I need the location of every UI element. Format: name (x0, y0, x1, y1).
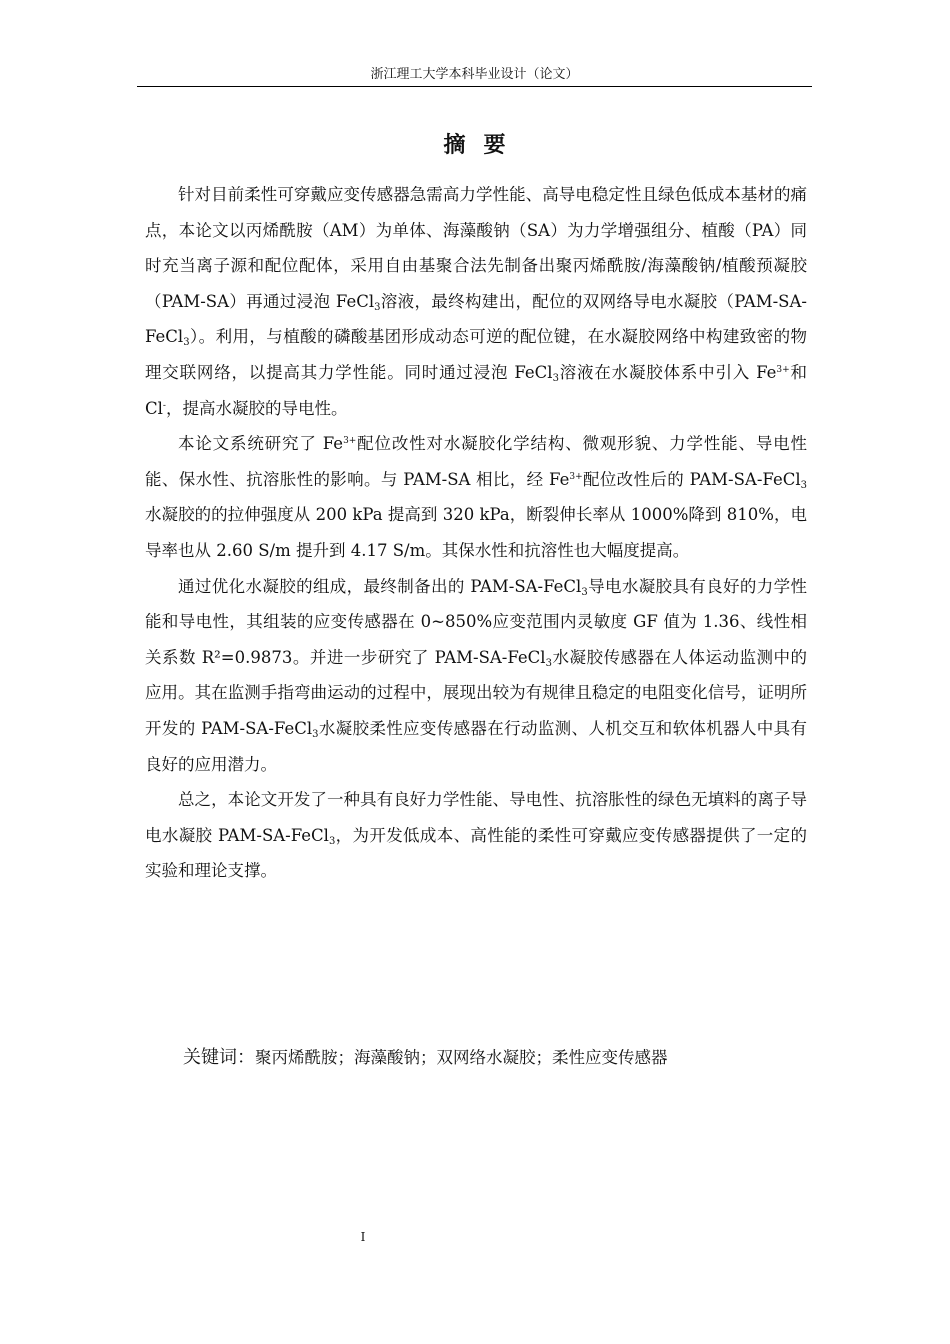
abstract-paragraph (145, 426, 807, 568)
text-run: 总之，本论文开发了一种具有良好力学性能、导电性、抗溶胀性的绿色无填料的离子导电水凝胶 PAM-SA-FeCl (145, 790, 807, 845)
text-sub: 3 (374, 301, 381, 313)
text-run: 导电水凝胶具有良好的力学性能和导电性，其组装的应变传感器在 0~850%应变范围内灵敏度 GF 值为 1.36、线性相关系数 R²=0.9873。并进一步研究了 PAM-SA-FeCl (145, 576, 807, 667)
page-number: I (360, 1230, 366, 1244)
page-header (137, 66, 812, 87)
text-sup: 3+ (776, 364, 790, 375)
text-sup: 3+ (343, 436, 357, 447)
text-run: 配位改性对水凝胶化学结构、微观形貌、力学性能、导电性能、保水性、抗溶胀性的影响。与 PAM-SA 相比，经 Fe (145, 434, 808, 489)
text-run: ，为开发低成本、高性能的柔性可穿戴应变传感器提供了一定的实验和理论支撑。 (145, 825, 807, 881)
text-run: 和 Cl (145, 362, 808, 418)
text-run: ）。利用，与植酸的磷酸基团形成动态可逆的配位键，在水凝胶网络中构建致密的物理交联网络，以提高其力学性能。同时通过浸泡 FeCl (145, 327, 807, 382)
text-sub: 3 (552, 372, 559, 384)
abstract-paragraph (145, 569, 807, 783)
text-sub: 3 (800, 479, 807, 491)
text-sub: 3 (328, 835, 336, 847)
text-sub: 3 (312, 728, 319, 740)
text-sup: 3+ (569, 471, 583, 482)
abstract-paragraph (145, 177, 807, 426)
keywords-text: 聚丙烯酰胺；海藻酸钠；双网络水凝胶；柔性应变传感器 (255, 1048, 668, 1067)
text-run: 水凝胶传感器在人体运动监测中的应用。其在监测手指弯曲运动的过程中，展现出较为有规律且稳定的电阻变化信号，证明所开发的 PAM-SA-FeCl (145, 647, 807, 738)
text-run: 配位改性后的 PAM-SA-FeCl (582, 469, 801, 489)
text-run: 通过优化水凝胶的组成，最终制备出的 PAM-SA-FeCl (178, 576, 582, 596)
text-sub: 3 (581, 586, 588, 598)
text-sup: - (162, 400, 166, 411)
text-run: 水凝胶的的拉伸强度从 200 kPa 提高到 320 kPa，断裂伸长率从 1000%降到 810%，电导率也从 2.60 S/m 提升到 4.17 S/m。其保水性和抗溶性也大幅度提高。 (145, 505, 807, 560)
text-run: 本论文系统研究了 Fe (178, 434, 344, 454)
text-sub: 3 (183, 337, 190, 349)
text-run: ，提高水凝胶的导电性。 (165, 398, 348, 418)
text-run: 针对目前柔性可穿戴应变传感器急需高力学性能、高导电稳定性且绿色低成本基材的痛点，本论文以丙烯酰胺（AM）为单体、海藻酸钠（SA）为力学增强组分、植酸（PA）同时充当离子源和配位配体，采用自由基聚合法先制备出聚丙烯酰胺/海藻酸钠/植酸预凝胶（PAM-SA）再通过浸泡 FeCl (145, 185, 807, 311)
header-text: 浙江理工大学本科毕业设计（论文） (370, 67, 579, 82)
text-sub: 3 (545, 657, 552, 669)
abstract-body (145, 177, 807, 889)
keywords-line (183, 1043, 823, 1073)
abstract-paragraph (145, 782, 807, 889)
text-run: 溶液，最终构建出，配位的双网络导电水凝胶（PAM-SA-FeCl (145, 291, 807, 347)
keywords-label: 关键词： (183, 1047, 255, 1068)
text-run: 溶液在水凝胶体系中引入 Fe (558, 362, 777, 382)
abstract-title: 摘要 (443, 133, 524, 158)
text-run: 水凝胶柔性应变传感器在行动监测、人机交互和软体机器人中具有良好的应用潜力。 (145, 718, 807, 774)
